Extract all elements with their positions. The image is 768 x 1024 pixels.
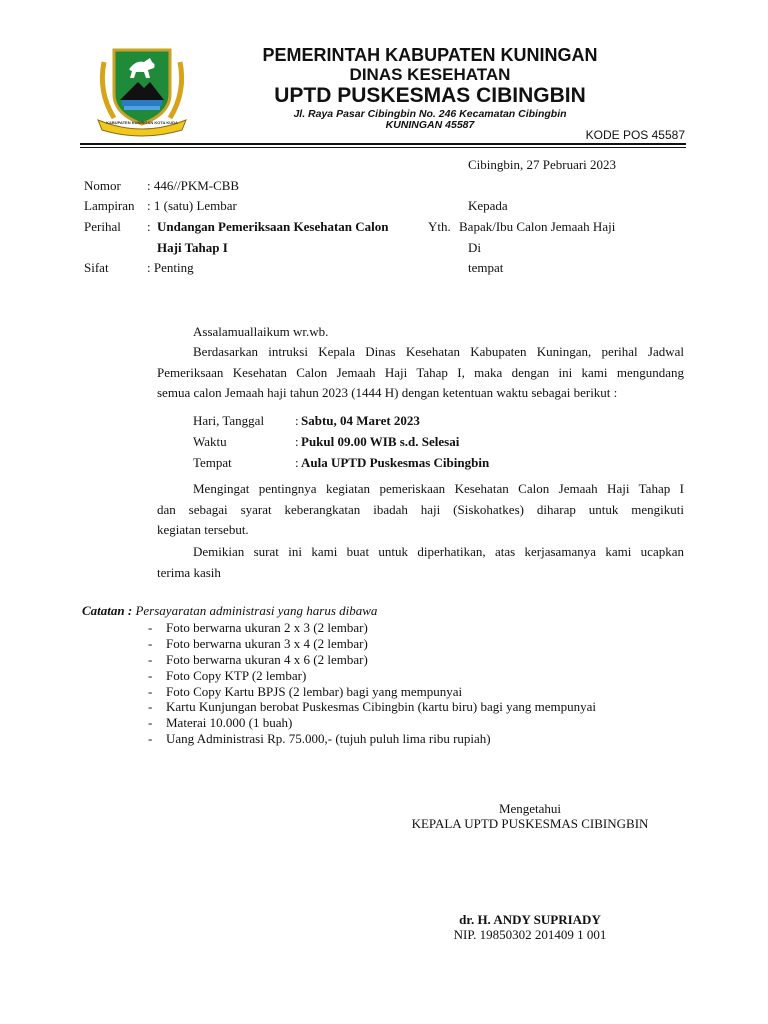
- list-item: - Foto berwarna ukuran 3 x 4 (2 lembar): [148, 636, 368, 651]
- header-divider-thin: [80, 147, 686, 148]
- header-divider-thick: [80, 143, 686, 145]
- paragraph-2: [157, 479, 684, 541]
- schedule-place-label: Tempat: [193, 455, 232, 470]
- recipient-name: Bapak/Ibu Calon Jemaah Haji: [459, 219, 616, 234]
- header-department: DINAS KESEHATAN: [349, 65, 511, 84]
- header-government: PEMERINTAH KABUPATEN KUNINGAN: [262, 45, 598, 65]
- paragraph-1-line2: Pemeriksaan Kesehatan Calon Jemaah Haji Tahap I, maka dengan ini kami mengundang: [157, 364, 684, 380]
- recipient-kepada: Kepada: [468, 198, 508, 213]
- notes-heading: [82, 603, 377, 619]
- schedule-day-label: Hari, Tanggal: [193, 413, 265, 428]
- schedule-time-value: Pukul 09.00 WIB s.d. Selesai: [301, 434, 460, 449]
- list-item: - Foto berwarna ukuran 2 x 3 (2 lembar): [148, 620, 368, 635]
- paragraph-2-line3: kegiatan tersebut.: [157, 522, 249, 537]
- paragraph-2-line1: Mengingat pentingnya kegiatan pemeriskaan Kesehatan Calon Jemaah Haji Tahap I: [193, 481, 684, 496]
- paragraph-1: [157, 342, 684, 404]
- greeting: Assalamuallaikum wr.wb.: [193, 324, 329, 339]
- schedule-time-label: Waktu: [193, 434, 227, 449]
- sifat-label: Sifat: [84, 260, 109, 275]
- schedule-day-value: Sabtu, 04 Maret 2023: [301, 413, 420, 428]
- paragraph-1-line1: Berdasarkan intruksi Kepala Dinas Kesehatan Kabupaten Kuningan, perihal Jadwal: [193, 344, 684, 359]
- notes-title: Persayaratan administrasi yang harus dibawa: [135, 603, 378, 618]
- recipient-tempat: tempat: [468, 260, 504, 275]
- signature-acknowledged: Mengetahui: [498, 801, 562, 816]
- list-item: - Foto berwarna ukuran 4 x 6 (2 lembar): [148, 652, 368, 667]
- header-postal-code: KODE POS 45587: [585, 128, 685, 142]
- schedule-time-colon: :: [295, 434, 299, 449]
- logo: [92, 42, 192, 138]
- header-office: UPTD PUSKESMAS CIBINGBIN: [274, 84, 586, 107]
- paragraph-3-line1: Demikian surat ini kami buat untuk diperhatikan, atas kerjasamanya kami ucapkan: [193, 544, 684, 559]
- signature-position: KEPALA UPTD PUSKESMAS CIBINGBIN: [411, 816, 649, 831]
- nomor-label: Nomor: [84, 178, 121, 193]
- recipient-yth: Yth.: [428, 219, 451, 234]
- perihal-value-line2: Haji Tahap I: [157, 240, 228, 255]
- schedule-day-colon: :: [295, 413, 299, 428]
- list-item: - Foto Copy Kartu BPJS (2 lembar) bagi yang mempunyai: [148, 684, 463, 699]
- signature-nip: NIP. 19850302 201409 1 001: [453, 927, 607, 942]
- list-item: - Uang Administrasi Rp. 75.000,- (tujuh puluh lima ribu rupiah): [148, 731, 491, 746]
- header-address: Jl. Raya Pasar Cibingbin No. 246 Kecamatan Cibingbin: [293, 108, 567, 120]
- perihal-colon: :: [147, 219, 151, 234]
- lampiran-value: : 1 (satu) Lembar: [147, 198, 237, 213]
- schedule-place-colon: :: [295, 455, 299, 470]
- perihal-value-line1: Undangan Pemeriksaan Kesehatan Calon: [157, 219, 389, 234]
- recipient-di: Di: [468, 240, 481, 255]
- paragraph-2-line2: dan sebagai syarat keberangkatan ibadah haji (Siskohatkes) diharap untuk mengikuti: [157, 501, 684, 517]
- lampiran-label: Lampiran: [84, 198, 135, 213]
- schedule-place-value: Aula UPTD Puskesmas Cibingbin: [301, 455, 490, 470]
- logo-ribbon-text: KABUPATEN KUNINGAN KOTA KUDA: [106, 120, 178, 125]
- list-item: - Materai 10.000 (1 buah): [148, 715, 293, 730]
- paragraph-1-line3: semua calon Jemaah haji tahun 2023 (1444 H) dengan ketentuan waktu sebagai berikut :: [157, 385, 618, 400]
- paragraph-3: [157, 542, 684, 583]
- perihal-label: Perihal: [84, 219, 121, 234]
- place-date: Cibingbin, 27 Pebruari 2023: [468, 157, 617, 172]
- nomor-value: : 446//PKM-CBB: [147, 178, 240, 193]
- list-item: - Foto Copy KTP (2 lembar): [148, 668, 307, 683]
- notes-label: Catatan :: [82, 603, 133, 618]
- paragraph-3-line2: terima kasih: [157, 564, 221, 580]
- list-item: - Kartu Kunjungan berobat Puskesmas Cibingbin (kartu biru) bagi yang mempunyai: [148, 699, 597, 714]
- signature-name: dr. H. ANDY SUPRIADY: [459, 912, 601, 927]
- sifat-value: : Penting: [147, 260, 194, 275]
- header-city: KUNINGAN 45587: [385, 119, 475, 131]
